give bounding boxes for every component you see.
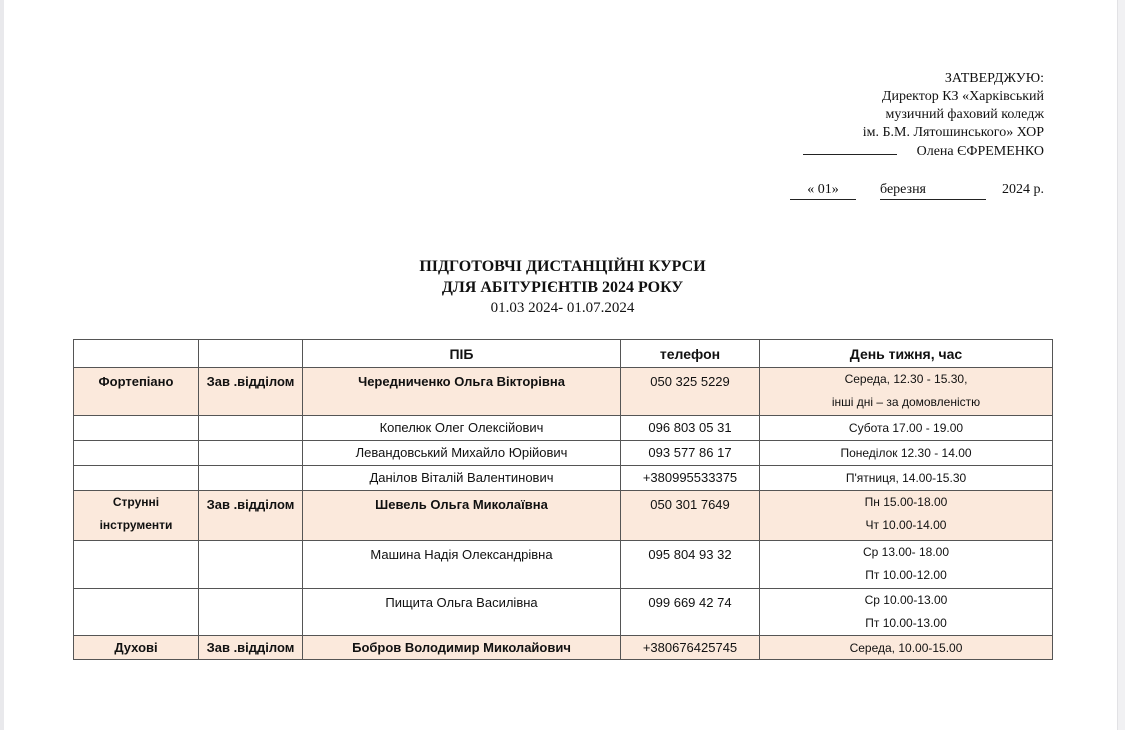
- dept-line: інструменти: [99, 518, 173, 532]
- cell-name: Копелюк Олег Олексійович: [303, 416, 621, 441]
- cell-role: [199, 541, 303, 589]
- cell-schedule: [760, 466, 1053, 491]
- schedule-line: Ср 13.00- 18.00: [862, 545, 950, 559]
- schedule-line: П'ятниця, 14.00-15.30: [845, 471, 967, 485]
- cell-role: [199, 466, 303, 491]
- cell-phone: +380676425745: [621, 636, 760, 660]
- page-right-edge: [1117, 0, 1125, 730]
- page-left-edge: [0, 0, 4, 730]
- approval-line: музичний фаховий коледж: [885, 107, 1044, 122]
- signature-blank: [803, 142, 897, 155]
- cell-phone: 096 803 05 31: [621, 416, 760, 441]
- approval-line: Директор КЗ «Харківський: [881, 89, 1044, 104]
- schedule-line: Пт 10.00-13.00: [865, 616, 947, 630]
- cell-dept: [74, 491, 199, 541]
- cell-phone: 050 301 7649: [621, 491, 760, 541]
- schedule-table: [73, 339, 1053, 660]
- cell-dept: Духові: [74, 636, 199, 660]
- cell-schedule: [760, 636, 1053, 660]
- cell-name: Пищита Ольга Василівна: [303, 589, 621, 636]
- approval-heading: ЗАТВЕРДЖУЮ:: [944, 71, 1044, 86]
- table-row: [74, 491, 1053, 541]
- header-dept: [74, 340, 199, 368]
- cell-schedule: [760, 441, 1053, 466]
- table-row: [74, 441, 1053, 466]
- cell-schedule: [760, 491, 1053, 541]
- schedule-line: Субота 17.00 - 19.00: [848, 421, 964, 435]
- table-row: [74, 636, 1053, 660]
- schedule-line: Ср 10.00-13.00: [864, 593, 948, 607]
- approval-block: [803, 70, 1044, 161]
- date-month: березня: [880, 181, 986, 200]
- table-row: [74, 541, 1053, 589]
- date-year: 2024 р.: [1002, 182, 1044, 197]
- cell-phone: 093 577 86 17: [621, 441, 760, 466]
- schedule-line: інші дні – за домовленістю: [831, 395, 981, 409]
- title-dates: 01.03 2024- 01.07.2024: [490, 300, 635, 316]
- table-header-row: [74, 340, 1053, 368]
- cell-role: [199, 589, 303, 636]
- cell-role: [199, 416, 303, 441]
- schedule-line: Пн 15.00-18.00: [864, 495, 948, 509]
- cell-phone: 099 669 42 74: [621, 589, 760, 636]
- cell-name: Данілов Віталій Валентинович: [303, 466, 621, 491]
- cell-schedule: [760, 368, 1053, 416]
- cell-role: Зав .відділом: [199, 491, 303, 541]
- cell-phone: 050 325 5229: [621, 368, 760, 416]
- cell-role: Зав .відділом: [199, 368, 303, 416]
- table-row: [74, 589, 1053, 636]
- document-title: [0, 256, 1125, 319]
- header-schedule: День тижня, час: [760, 340, 1053, 368]
- signer-name: Олена ЄФРЕМЕНКО: [916, 144, 1044, 159]
- cell-dept: [74, 541, 199, 589]
- schedule-line: Пт 10.00-12.00: [865, 568, 947, 582]
- cell-name: Шевель Ольга Миколаївна: [303, 491, 621, 541]
- title-line-1: ПІДГОТОВЧІ ДИСТАНЦІЙНІ КУРСИ: [419, 258, 706, 275]
- schedule-line: Понеділок 12.30 - 14.00: [840, 446, 972, 460]
- table-row: [74, 368, 1053, 416]
- cell-name: Чередниченко Ольга Вікторівна: [303, 368, 621, 416]
- cell-schedule: [760, 416, 1053, 441]
- cell-name: Левандовський Михайло Юрійович: [303, 441, 621, 466]
- table-row: [74, 466, 1053, 491]
- approval-line: ім. Б.М. Лятошинського» ХОР: [862, 125, 1044, 140]
- cell-role: [199, 441, 303, 466]
- signature-line: [803, 142, 1044, 161]
- date-day: « 01»: [790, 181, 856, 200]
- title-line-2: ДЛЯ АБІТУРІЄНТІВ 2024 РОКУ: [441, 279, 684, 296]
- cell-phone: 095 804 93 32: [621, 541, 760, 589]
- cell-dept: [74, 466, 199, 491]
- cell-name: Машина Надія Олександрівна: [303, 541, 621, 589]
- cell-dept: [74, 416, 199, 441]
- cell-schedule: [760, 541, 1053, 589]
- dept-line: Струнні: [112, 495, 160, 509]
- approval-date: [790, 181, 1044, 200]
- header-phone: телефон: [621, 340, 760, 368]
- cell-dept: [74, 589, 199, 636]
- cell-role: Зав .відділом: [199, 636, 303, 660]
- schedule-line: Чт 10.00-14.00: [865, 518, 947, 532]
- header-role: [199, 340, 303, 368]
- schedule-line: Середа, 12.30 - 15.30,: [844, 372, 968, 386]
- cell-phone: +380995533375: [621, 466, 760, 491]
- cell-dept: Фортепіано: [74, 368, 199, 416]
- cell-dept: [74, 441, 199, 466]
- table-row: [74, 416, 1053, 441]
- cell-schedule: [760, 589, 1053, 636]
- cell-name: Бобров Володимир Миколайович: [303, 636, 621, 660]
- header-name: ПІБ: [303, 340, 621, 368]
- schedule-line: Середа, 10.00-15.00: [849, 641, 963, 655]
